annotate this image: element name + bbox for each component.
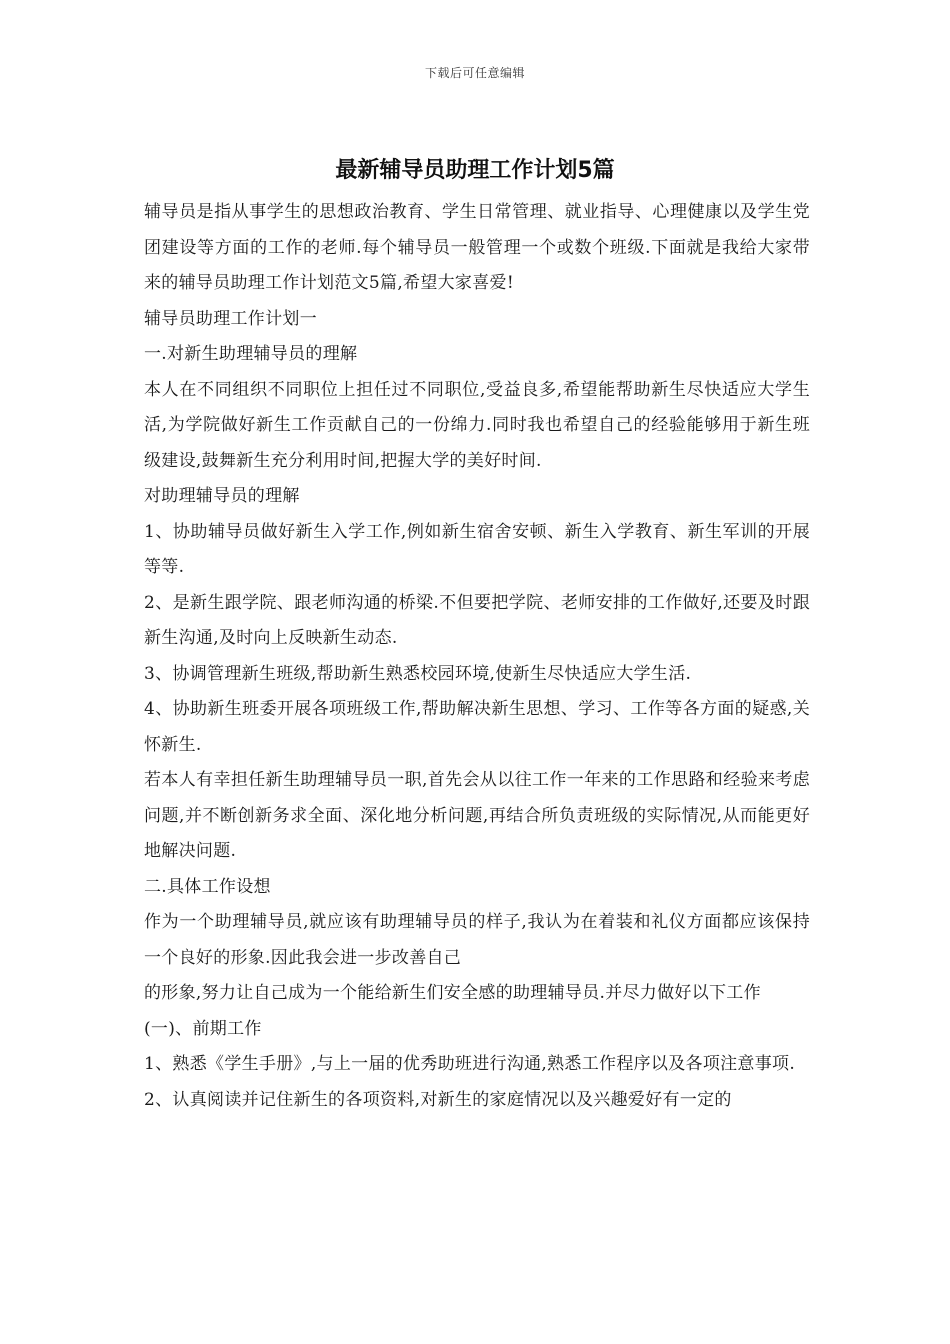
document-body: [144, 195, 810, 1118]
paragraph-early-item-2: 2、认真阅读并记住新生的各项资料,对新生的家庭情况以及兴趣爱好有一定的: [144, 1089, 732, 1110]
paragraph-early-item-1: 1、熟悉《学生手册》,与上一届的优秀助班进行沟通,熟悉工作程序以及各项注意事项.: [144, 1054, 796, 1074]
paragraph-item-2: 2、是新生跟学院、跟老师沟通的桥梁.不但要把学院、老师安排的工作做好,还要及时跟新生沟通,及时向上反映新生动态.: [144, 592, 810, 648]
paragraph-understanding: 对助理辅导员的理解: [144, 486, 300, 506]
paragraph-early-work-heading: (一)、前期工作: [144, 1018, 262, 1039]
paragraph-item-4: 4、协助新生班委开展各项班级工作,帮助解决新生思想、学习、工作等各方面的疑惑,关怀新生.: [144, 699, 810, 755]
document-title: 最新辅导员助理工作计划5篇: [335, 158, 615, 183]
paragraph-intro: 辅导员是指从事学生的思想政治教育、学生日常管理、就业指导、心理健康以及学生党团建设等方面的工作的老师.每个辅导员一般管理一个或数个班级.下面就是我给大家带来的辅导员助理工作计划范文5篇,希望大家喜爱!: [144, 202, 810, 293]
paragraph-section-two: 二.具体工作设想: [144, 876, 271, 897]
paragraph-self-intro: 本人在不同组织不同职位上担任过不同职位,受益良多,希望能帮助新生尽快适应大学生活,为学院做好新生工作贡献自己的一份绵力.同时我也希望自己的经验能够用于新生班级建设,鼓舞新生充分利用时间,把握大学的美好时间.: [144, 379, 810, 471]
paragraph-item-1: 1、协助辅导员做好新生入学工作,例如新生宿舍安顿、新生入学教育、新生军训的开展等等.: [144, 521, 810, 577]
paragraph-item-3: 3、协调管理新生班级,帮助新生熟悉校园环境,使新生尽快适应大学生活.: [144, 663, 692, 684]
header-note: 下载后可任意编辑: [424, 66, 525, 80]
paragraph-image: 作为一个助理辅导员,就应该有助理辅导员的样子,我认为在着装和礼仪方面都应该保持一个良好的形象.因此我会进一步改善自己: [144, 912, 810, 968]
paragraph-section-one: 一.对新生助理辅导员的理解: [144, 344, 358, 364]
paragraph-image-continued: 的形象,努力让自己成为一个能给新生们安全感的助理辅导员.并尽力做好以下工作: [144, 983, 761, 1003]
paragraph-plan-heading: 辅导员助理工作计划一: [144, 308, 317, 329]
paragraph-commitment: 若本人有幸担任新生助理辅导员一职,首先会从以往工作一年来的工作思路和经验来考虑问题,并不断创新务求全面、深化地分析问题,再结合所负责班级的实际情况,从而能更好地解决问题.: [144, 770, 810, 861]
